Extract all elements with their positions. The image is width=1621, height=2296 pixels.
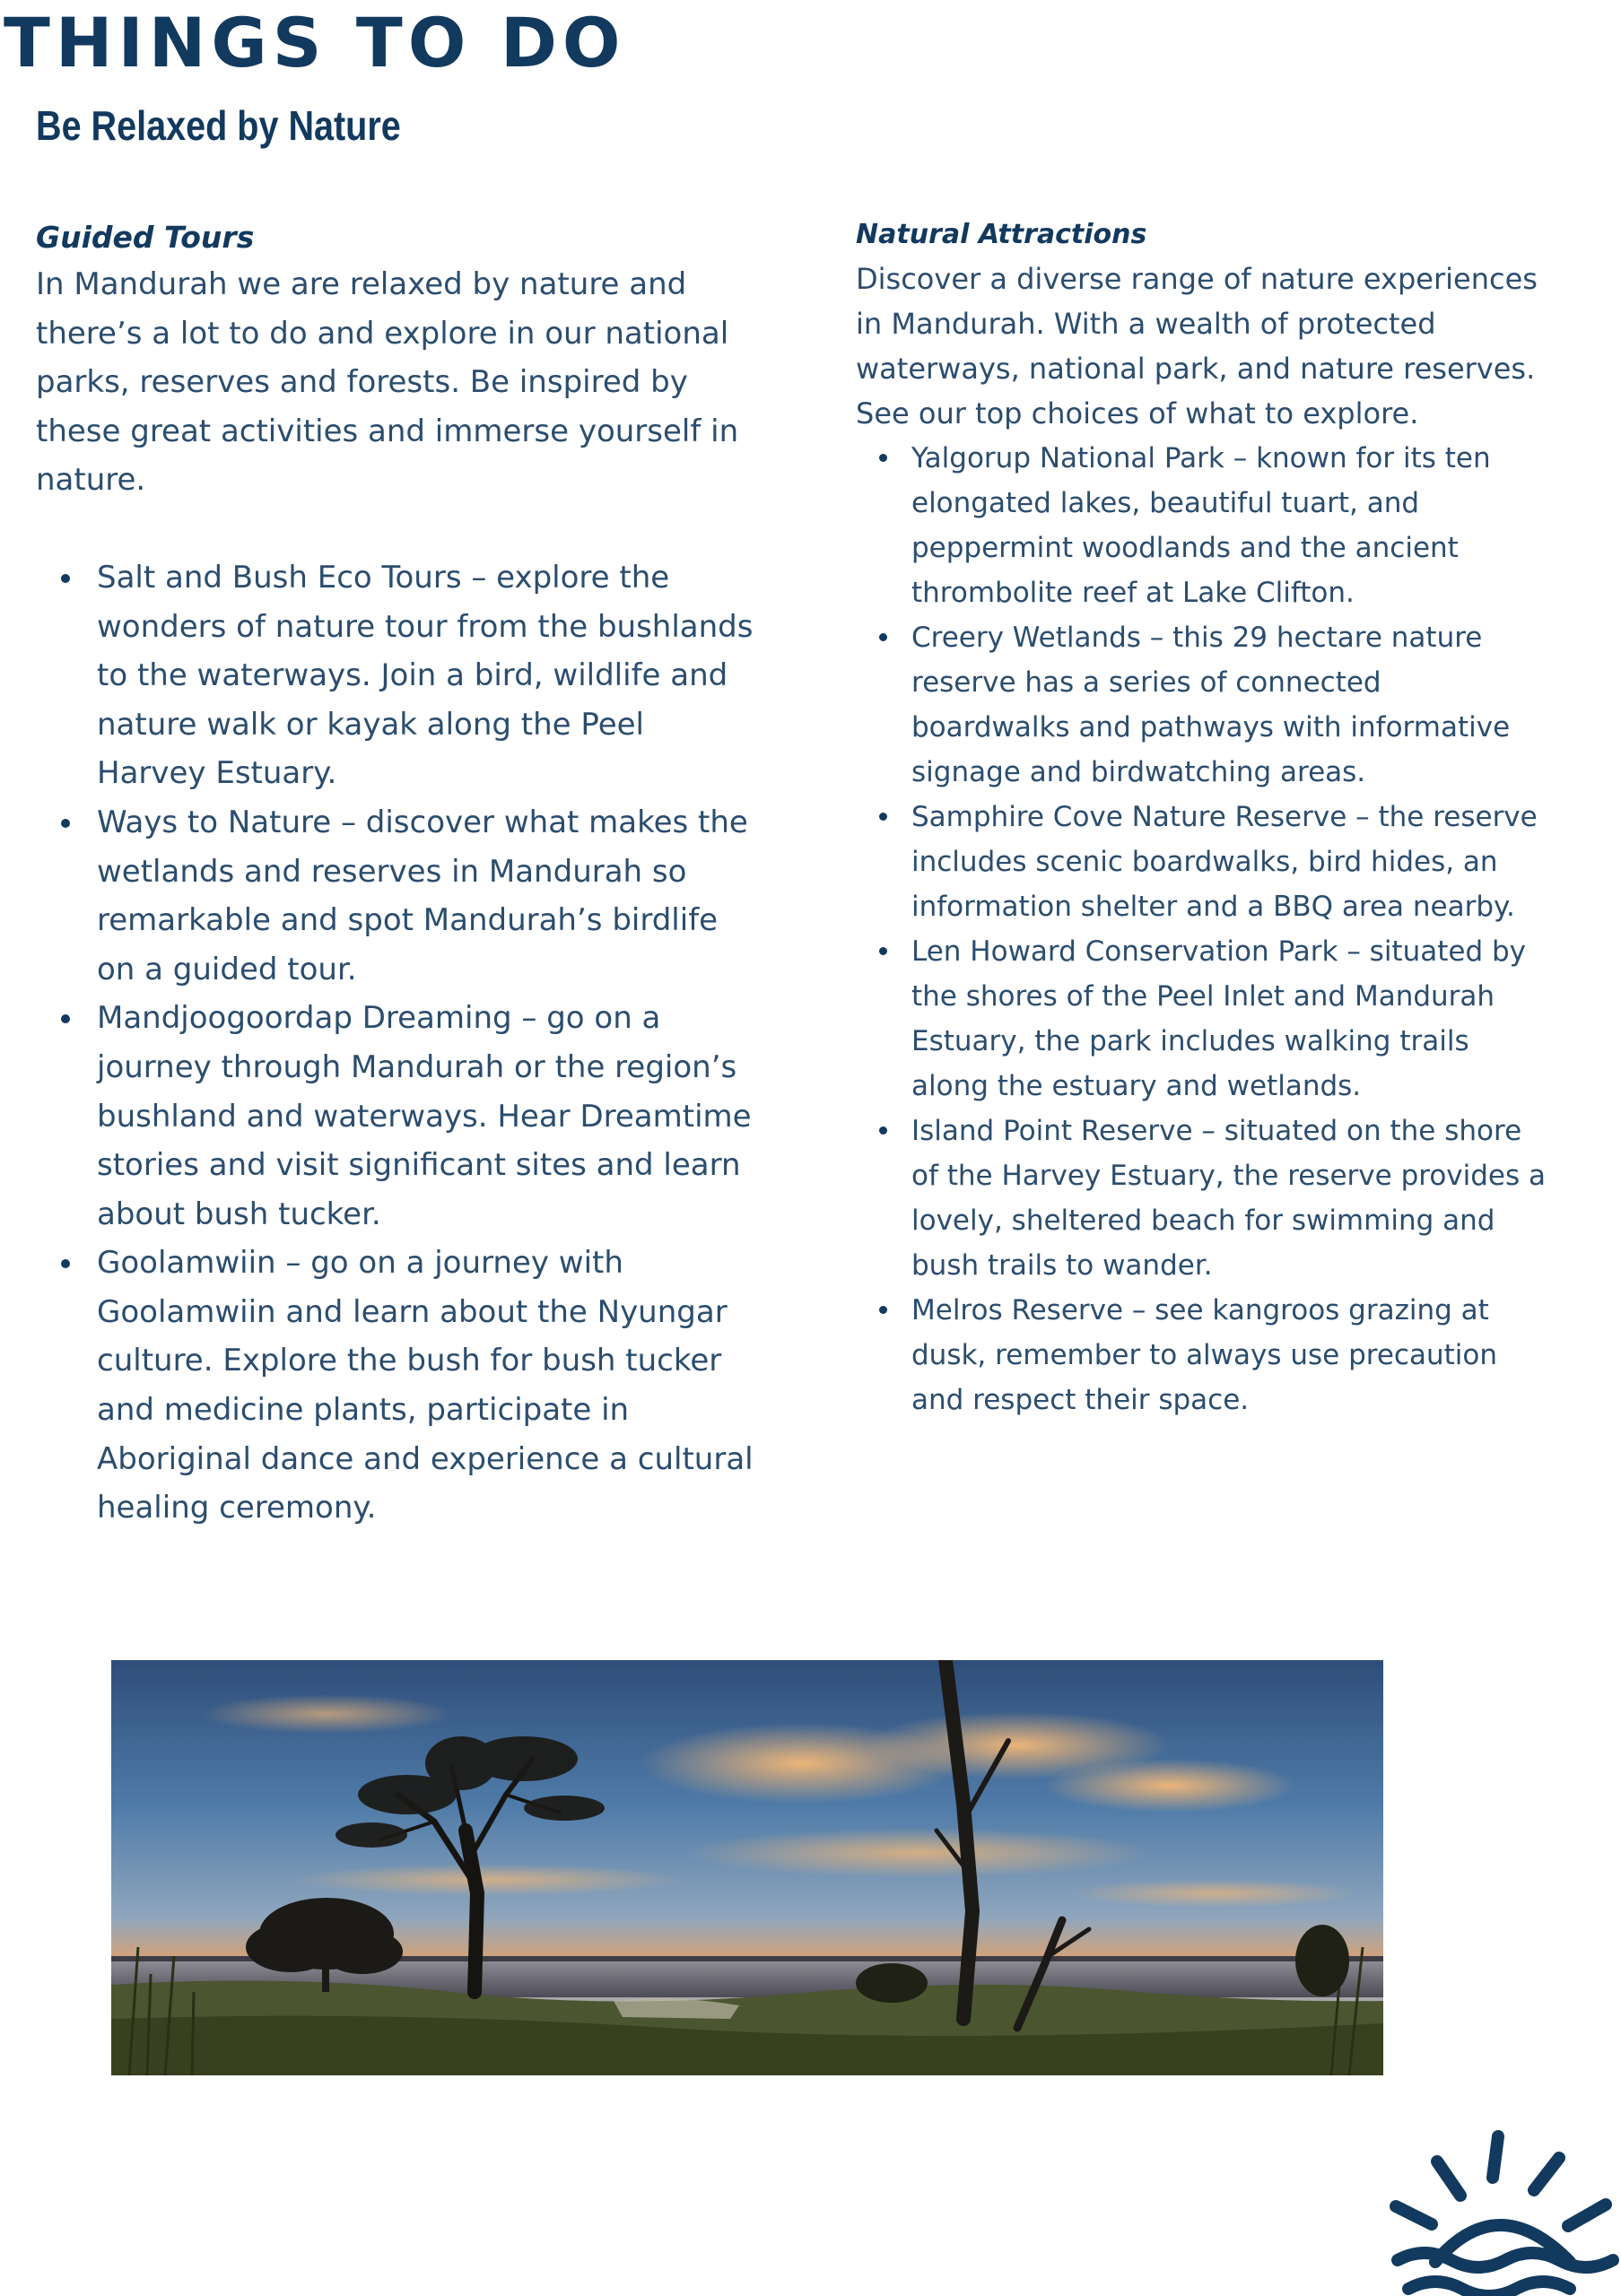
list-item (856, 929, 1547, 1109)
list-item (856, 615, 1547, 795)
list-item-text: Creery Wetlands – this 29 hectare nature reserve has a series of connected boardwalks and pathways with informative signage and birdwatching areas. (911, 622, 1511, 788)
guided-tours-heading: Guided Tours (36, 220, 255, 255)
bullet-icon (61, 574, 70, 583)
bullet-icon (879, 633, 887, 641)
bullet-icon (61, 1014, 70, 1023)
natural-attractions-heading: Natural Attractions (856, 219, 1147, 250)
list-item-text: Goolamwiin – go on a journey with Goolamwiin and learn about the Nyungar culture. Explore the bush for bush tucker and medicine plants, participate in Aboriginal dance and experience a cultural healing ceremony. (97, 1245, 754, 1526)
bullet-icon (879, 1126, 887, 1135)
list-item (856, 795, 1547, 929)
bullet-icon (61, 1259, 70, 1268)
list-item (856, 1288, 1547, 1422)
bullet-icon (879, 1306, 887, 1314)
sunset-landscape-photo (111, 1660, 1383, 2075)
bullet-icon (61, 819, 70, 828)
guided-tours-intro: In Mandurah we are relaxed by nature and there’s a lot to do and explore in our national parks, reserves and forests. Be inspired by these great activities and immerse yourself in nature. (36, 266, 739, 499)
list-item (36, 994, 754, 1239)
list-item-text: Mandjoogoordap Dreaming – go on a journey through Mandurah or the region’s bushland and waterways. Hear Dreamtime stories and visit significant sites and learn about bush tucker. (97, 1000, 752, 1232)
page-subtitle: Be Relaxed by Nature (36, 102, 401, 149)
list-item-text: Ways to Nature – discover what makes the wetlands and reserves in Mandurah so remarkable and spot Mandurah’s birdlife on a guided tour. (97, 804, 748, 987)
bullet-icon (879, 454, 887, 462)
list-item (36, 553, 754, 798)
sunset-landscape-image (111, 1660, 1383, 2075)
natural-attractions-intro: Discover a diverse range of nature experiences in Mandurah. With a wealth of protected waterways, national park, and nature reserves. See our top choices of what to explore. (856, 262, 1538, 430)
guided-tours-list (36, 553, 754, 1533)
natural-attractions-list (856, 436, 1547, 1422)
guided-tours-section (36, 215, 754, 1533)
list-item (36, 798, 754, 994)
list-item-text: Salt and Bush Eco Tours – explore the wonders of nature tour from the bushlands to the waterways. Join a bird, wildlife and nature walk or kayak along the Peel Harvey Estuary. (97, 559, 754, 792)
list-item-text: Len Howard Conservation Park – situated by the shores of the Peel Inlet and Mandurah Estuary, the park includes walking trails along the estuary and wetlands. (911, 935, 1527, 1102)
bullet-icon (879, 813, 887, 821)
list-item (856, 1109, 1547, 1288)
list-item (856, 436, 1547, 615)
list-item-text: Yalgorup National Park – known for its ten elongated lakes, beautiful tuart, and peppermint woodlands and the ancient thrombolite reef at Lake Clifton. (911, 442, 1491, 609)
list-item-text: Island Point Reserve – situated on the shore of the Harvey Estuary, the reserve provides a lovely, sheltered beach for swimming and bush trails to wander. (911, 1115, 1546, 1282)
bullet-icon (879, 947, 887, 955)
list-item-text: Melros Reserve – see kangroos grazing at dusk, remember to always use precaution and respect their space. (911, 1294, 1497, 1416)
natural-attractions-section (856, 213, 1547, 1422)
sun-logo-icon (1373, 2126, 1621, 2296)
list-item-text: Samphire Cove Nature Reserve – the reserve includes scenic boardwalks, bird hides, an information shelter and a BBQ area nearby. (911, 801, 1538, 923)
list-item (36, 1239, 754, 1533)
page-title: THINGS TO DO (4, 3, 626, 83)
